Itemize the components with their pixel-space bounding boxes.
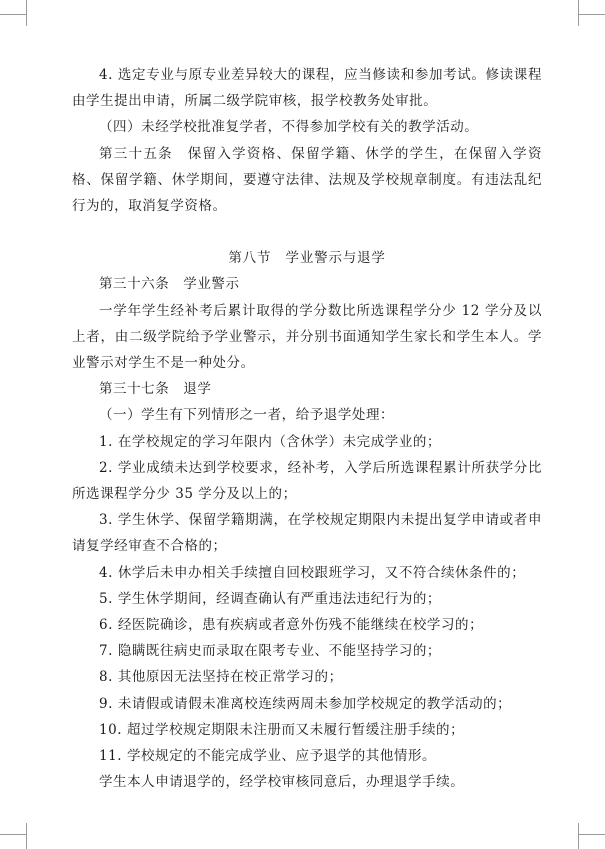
section-spacer bbox=[72, 219, 542, 245]
crop-mark-bottom-right-h bbox=[579, 834, 605, 835]
list-item: 8. 其他原因无法坚持在校正常学习的； bbox=[99, 669, 343, 686]
list-item: 4. 休学后未申办相关手续擅自回校跟班学习，又不符合续休条件的； bbox=[99, 564, 526, 581]
section-heading: 第八节 学业警示与退学 bbox=[228, 250, 386, 267]
crop-mark-bottom-left-v bbox=[26, 823, 27, 849]
crop-mark-top-left-v bbox=[26, 0, 27, 26]
article-36-body: 一学年学生经补考后累计取得的学分数比所选课程学分少 12 学分及以上者，由二级学院给予学业警示，并分别书面通知学生家长和学生本人。学业警示对学生不是一种处分。 bbox=[72, 302, 542, 372]
list-item: 7. 隐瞒既往病史而录取在限考专业、不能坚持学习的； bbox=[99, 643, 441, 660]
list-item: 5. 学生休学期间，经调查确认有严重违法违纪行为的； bbox=[99, 590, 441, 607]
list-item: 6. 经医院确诊，患有疾病或者意外伤残不能继续在校学习的； bbox=[99, 617, 484, 634]
list-item: 3. 学生休学、保留学籍期满，在学校规定期限内未提出复学申请或者申请复学经审查不合格的； bbox=[72, 512, 542, 555]
list-item: 1. 在学校规定的学习年限内（含休学）未完成学业的； bbox=[99, 433, 441, 450]
closing-paragraph: 学生本人申请退学的，经学校审核同意后，办理退学手续。 bbox=[99, 774, 465, 791]
list-item: 2. 学业成绩未达到学校要求，经补考，入学后所选课程累计所获学分比所选课程学分少 35 学分及以上的； bbox=[72, 459, 542, 503]
article-37-intro: （一）学生有下列情形之一者，给予退学处理： bbox=[99, 407, 395, 424]
list-item: 9. 未请假或请假未准离校连续两周未参加学校规定的教学活动的； bbox=[99, 695, 512, 712]
list-item: 11. 学校规定的不能完成学业、应予退学的其他情形。 bbox=[99, 748, 437, 765]
crop-mark-bottom-right-v bbox=[578, 823, 579, 849]
document-body bbox=[72, 62, 542, 795]
list-item: 10. 超过学校规定期限未注册而又未履行暂缓注册手续的； bbox=[99, 721, 465, 738]
paragraph-item-four: （四）未经学校批准复学者，不得参加学校有关的教学活动。 bbox=[99, 119, 479, 136]
crop-mark-bottom-left-h bbox=[0, 834, 26, 835]
paragraph-article-35: 第三十五条 保留入学资格、保留学籍、休学的学生，在保留入学资格、保留学籍、休学期间，要遵守法律、法规及学校规章制度。有违法乱纪行为的，取消复学资格。 bbox=[72, 145, 542, 215]
paragraph-item-4: 4. 选定专业与原专业差异较大的课程，应当修读和参加考试。修读课程由学生提出申请，所属二级学院审核，报学校教务处审批。 bbox=[72, 67, 542, 110]
crop-mark-top-right-h bbox=[579, 14, 605, 15]
crop-mark-top-left-h bbox=[0, 14, 26, 15]
article-37-title: 第三十七条 退学 bbox=[99, 381, 212, 398]
crop-mark-top-right-v bbox=[578, 0, 579, 26]
article-36-title: 第三十六条 学业警示 bbox=[99, 276, 240, 293]
